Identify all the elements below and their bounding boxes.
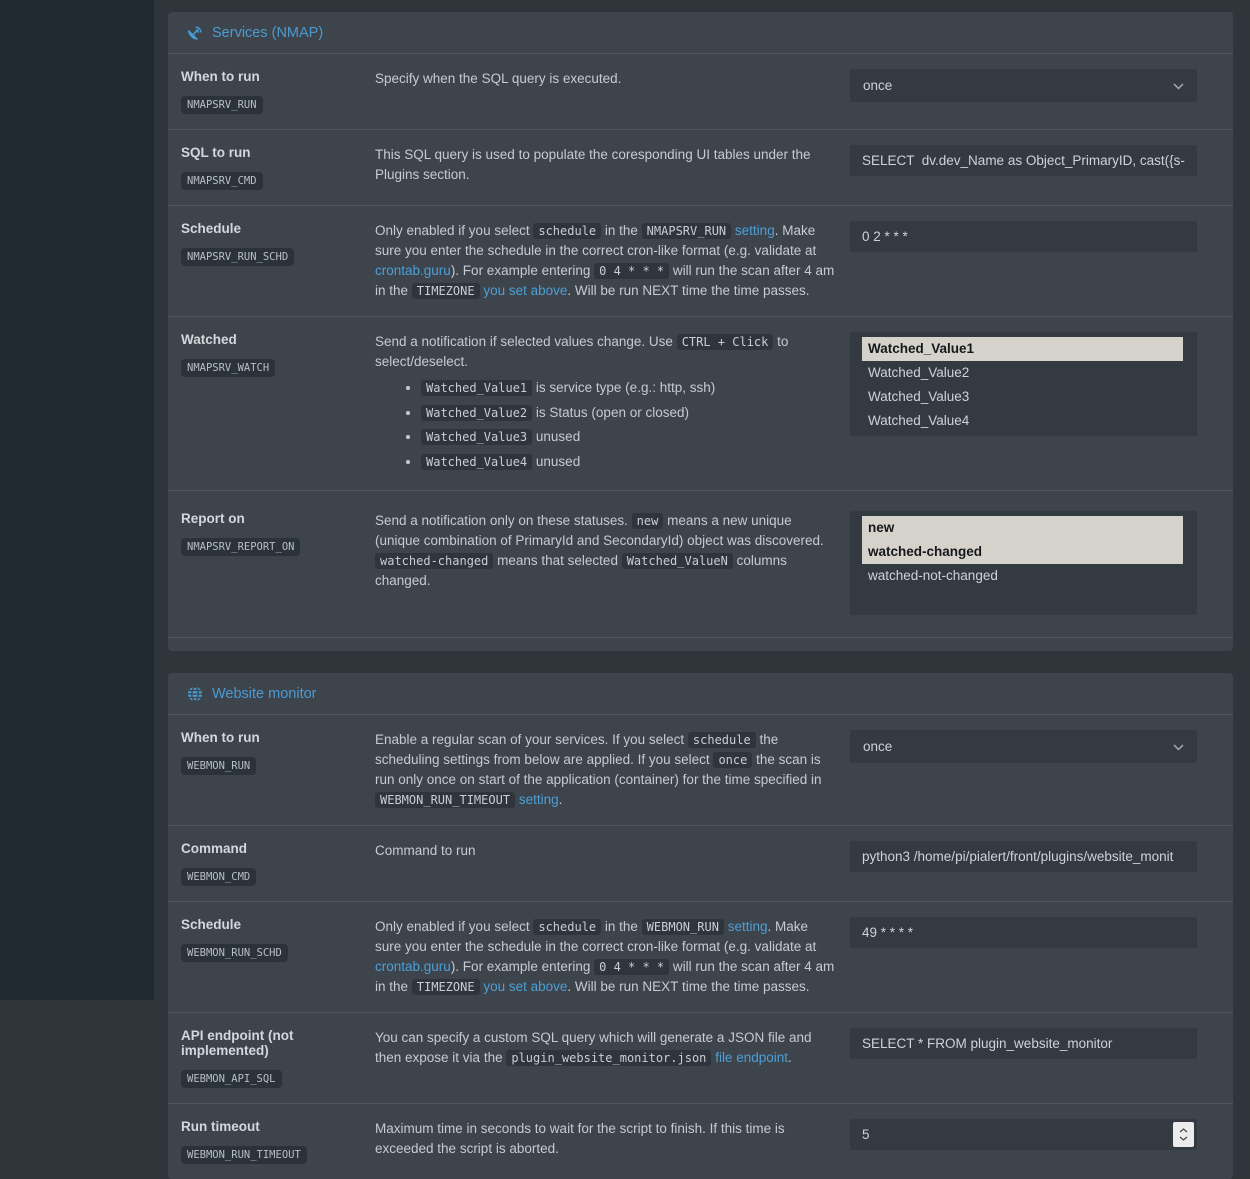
listbox-option[interactable]: Watched_Value4: [868, 413, 970, 428]
listbox-option[interactable]: new: [862, 516, 1183, 540]
inline-text: Send a notification only on these statuses.: [375, 513, 632, 528]
inline-code-chip: Watched_ValueN: [622, 553, 733, 569]
setting-row-nmapsrv-report-on: [168, 490, 1233, 637]
inline-link[interactable]: you set above: [483, 283, 568, 298]
inline-text: the scheduling settings from below are applied. If you select: [375, 732, 779, 767]
inline-text: . Make sure you enter the schedule in the correct cron-like format (e.g. validate at: [375, 223, 817, 258]
inline-text: . Will be run NEXT time the time passes.: [567, 283, 810, 298]
setting-label: API endpoint (not implemented): [181, 1028, 294, 1058]
listbox-option[interactable]: Watched_Value2: [868, 365, 970, 380]
collapsed-sidebar[interactable]: [0, 0, 154, 1000]
setting-row-webmon-api-sql: [168, 1012, 1233, 1103]
chevron-down-icon: [1173, 78, 1184, 93]
inline-text: means a new unique (unique combination of PrimaryId and SecondaryId) object was discovered.: [375, 513, 824, 548]
inline-text: Specify when the SQL query is executed.: [375, 71, 622, 86]
globe-icon: [187, 686, 203, 702]
section-title: Services (NMAP): [212, 24, 324, 41]
number-spinner[interactable]: [1173, 1122, 1194, 1147]
inline-link[interactable]: setting: [734, 223, 775, 238]
inline-text: in the: [601, 919, 642, 934]
inline-text: . Will be run NEXT time the time passes.: [567, 979, 810, 994]
setting-code-badge: WEBMON_RUN_SCHD: [181, 944, 288, 962]
inline-text: ). For example entering: [450, 263, 595, 278]
webmon-run-select[interactable]: [850, 730, 1197, 763]
chevron-down-icon: [1173, 739, 1184, 754]
inline-text: will run the scan after 4 am in the: [375, 959, 835, 994]
nmapsrv-cmd-input[interactable]: [850, 145, 1197, 176]
setting-label: When to run: [181, 69, 260, 84]
setting-description: [375, 332, 835, 372]
setting-description: [375, 145, 835, 190]
setting-row-webmon-run-schd: [168, 901, 1233, 1012]
setting-label: Command: [181, 841, 248, 856]
setting-label: Report on: [181, 511, 245, 526]
section-header-services-nmap: [168, 12, 1233, 54]
inline-text: Maximum time in seconds to wait for the script to finish. If this time is exceeded the script is aborted.: [375, 1121, 785, 1156]
list-item: [421, 402, 835, 425]
setting-label: Watched: [181, 332, 237, 347]
inline-code-chip: once: [713, 752, 752, 768]
inline-code-chip: Watched_Value4: [421, 454, 532, 470]
listbox-option[interactable]: watched-changed: [862, 540, 1183, 564]
inline-code-chip: schedule: [688, 732, 756, 748]
setting-code-badge: NMAPSRV_WATCH: [181, 359, 275, 377]
inline-code-chip: TIMEZONE: [412, 979, 480, 995]
inline-text: will run the scan after 4 am in the: [375, 263, 835, 298]
inline-text: ). For example entering: [450, 959, 595, 974]
setting-row-webmon-run: [168, 715, 1233, 825]
satellite-dish-icon: [187, 25, 203, 41]
inline-text: is service type (e.g.: http, ssh): [532, 380, 716, 395]
inline-code-chip: plugin_website_monitor.json: [506, 1050, 711, 1066]
inline-text: .: [788, 1050, 792, 1065]
setting-code-badge: WEBMON_CMD: [181, 868, 256, 886]
inline-code-chip: WEBMON_RUN_TIMEOUT: [375, 792, 515, 808]
inline-link[interactable]: you set above: [483, 979, 568, 994]
nmapsrv-run-select[interactable]: [850, 69, 1197, 102]
inline-code-chip: new: [632, 513, 664, 529]
setting-label: SQL to run: [181, 145, 251, 160]
inline-text: Only enabled if you select: [375, 223, 534, 238]
setting-code-badge: WEBMON_RUN: [181, 757, 256, 775]
setting-code-badge: NMAPSRV_CMD: [181, 172, 263, 190]
watched-values-list: [375, 377, 835, 473]
setting-description: [375, 221, 835, 301]
setting-description: [375, 69, 835, 114]
setting-row-webmon-cmd: [168, 825, 1233, 901]
setting-code-badge: NMAPSRV_RUN: [181, 96, 263, 114]
inline-code-chip: CTRL + Click: [677, 334, 774, 350]
setting-description: [375, 917, 835, 997]
setting-code-badge: WEBMON_RUN_TIMEOUT: [181, 1146, 307, 1164]
webmon-run-schd-input[interactable]: [850, 917, 1197, 948]
inline-text: Enable a regular scan of your services. If you select: [375, 732, 688, 747]
inline-link[interactable]: setting: [727, 919, 768, 934]
inline-text: columns changed.: [375, 553, 787, 588]
setting-label: When to run: [181, 730, 260, 745]
inline-link[interactable]: file endpoint: [715, 1050, 788, 1065]
inline-text: is Status (open or closed): [532, 404, 689, 420]
setting-code-badge: WEBMON_API_SQL: [181, 1070, 282, 1088]
nmapsrv-run-schd-input[interactable]: [850, 221, 1197, 252]
listbox-option[interactable]: watched-not-changed: [868, 568, 998, 583]
setting-row-nmapsrv-run: [168, 54, 1233, 129]
inline-text: unused: [532, 453, 581, 469]
inline-text: to select/deselect.: [375, 334, 789, 369]
setting-row-nmapsrv-watch: [168, 316, 1233, 490]
inline-code-chip: TIMEZONE: [412, 283, 480, 299]
setting-label: Schedule: [181, 917, 242, 932]
inline-code-chip: 0 4 * * *: [594, 263, 669, 279]
inline-code-chip: schedule: [533, 919, 601, 935]
inline-text: You can specify a custom SQL query which will generate a JSON file and then expose it via the: [375, 1030, 812, 1065]
inline-text: . Make sure you enter the schedule in the correct cron-like format (e.g. validate at: [375, 919, 817, 954]
list-item: [421, 377, 835, 400]
listbox-option[interactable]: Watched_Value1: [862, 337, 1183, 361]
inline-code-chip: NMAPSRV_RUN: [642, 223, 731, 239]
list-item: [421, 426, 835, 449]
inline-code-chip: schedule: [533, 223, 601, 239]
setting-description: [375, 511, 835, 615]
inline-text: Send a notification if selected values change. Use: [375, 334, 677, 349]
inline-code-chip: Watched_Value3: [421, 429, 532, 445]
settings-content: [154, 0, 1250, 1161]
section-website-monitor: [168, 673, 1233, 1179]
card-footer: [168, 637, 1233, 651]
inline-text: means that selected: [493, 553, 622, 568]
inline-code-chip: watched-changed: [375, 553, 493, 569]
inline-text: Only enabled if you select: [375, 919, 534, 934]
inline-text: in the: [601, 223, 642, 238]
setting-description: [375, 1028, 835, 1088]
spinner-down-icon: [1179, 1136, 1188, 1141]
setting-description: [375, 841, 835, 886]
inline-code-chip: WEBMON_RUN: [642, 919, 724, 935]
inline-text: unused: [532, 429, 581, 444]
listbox-option[interactable]: Watched_Value3: [868, 389, 970, 404]
inline-text: Command to run: [375, 843, 476, 858]
inline-code-chip: Watched_Value1: [421, 380, 532, 396]
inline-text: .: [558, 792, 563, 807]
inline-link[interactable]: crontab.guru: [375, 959, 451, 974]
inline-link[interactable]: setting: [518, 792, 559, 807]
setting-label: Schedule: [181, 221, 242, 236]
section-header-website-monitor: [168, 673, 1233, 715]
inline-link[interactable]: crontab.guru: [375, 263, 451, 278]
setting-description: [375, 730, 835, 810]
inline-text: the scan is run only once on start of the application (container) for the time specified in: [375, 752, 822, 787]
setting-description: [375, 1119, 835, 1164]
select-value: once: [863, 739, 893, 754]
inline-code-chip: Watched_Value2: [421, 405, 532, 421]
nmapsrv-report-on-listbox[interactable]: [850, 511, 1197, 615]
setting-code-badge: NMAPSRV_RUN_SCHD: [181, 248, 294, 266]
webmon-run-timeout-input[interactable]: [850, 1119, 1197, 1150]
inline-code-chip: 0 4 * * *: [594, 959, 669, 975]
spinner-up-icon: [1179, 1128, 1188, 1133]
section-services-nmap: [168, 12, 1233, 651]
setting-row-nmapsrv-run-schd: [168, 205, 1233, 316]
setting-code-badge: NMAPSRV_REPORT_ON: [181, 538, 300, 556]
setting-label: Run timeout: [181, 1119, 260, 1134]
nmapsrv-watch-listbox[interactable]: [850, 332, 1197, 436]
webmon-cmd-input[interactable]: [850, 841, 1197, 872]
section-title: Website monitor: [212, 685, 317, 702]
select-value: once: [863, 78, 893, 93]
list-item: [421, 451, 835, 474]
setting-row-nmapsrv-cmd: [168, 129, 1233, 205]
webmon-api-sql-input[interactable]: [850, 1028, 1197, 1059]
inline-text: This SQL query is used to populate the coresponding UI tables under the Plugins section.: [375, 147, 811, 182]
setting-row-webmon-run-timeout: [168, 1103, 1233, 1179]
